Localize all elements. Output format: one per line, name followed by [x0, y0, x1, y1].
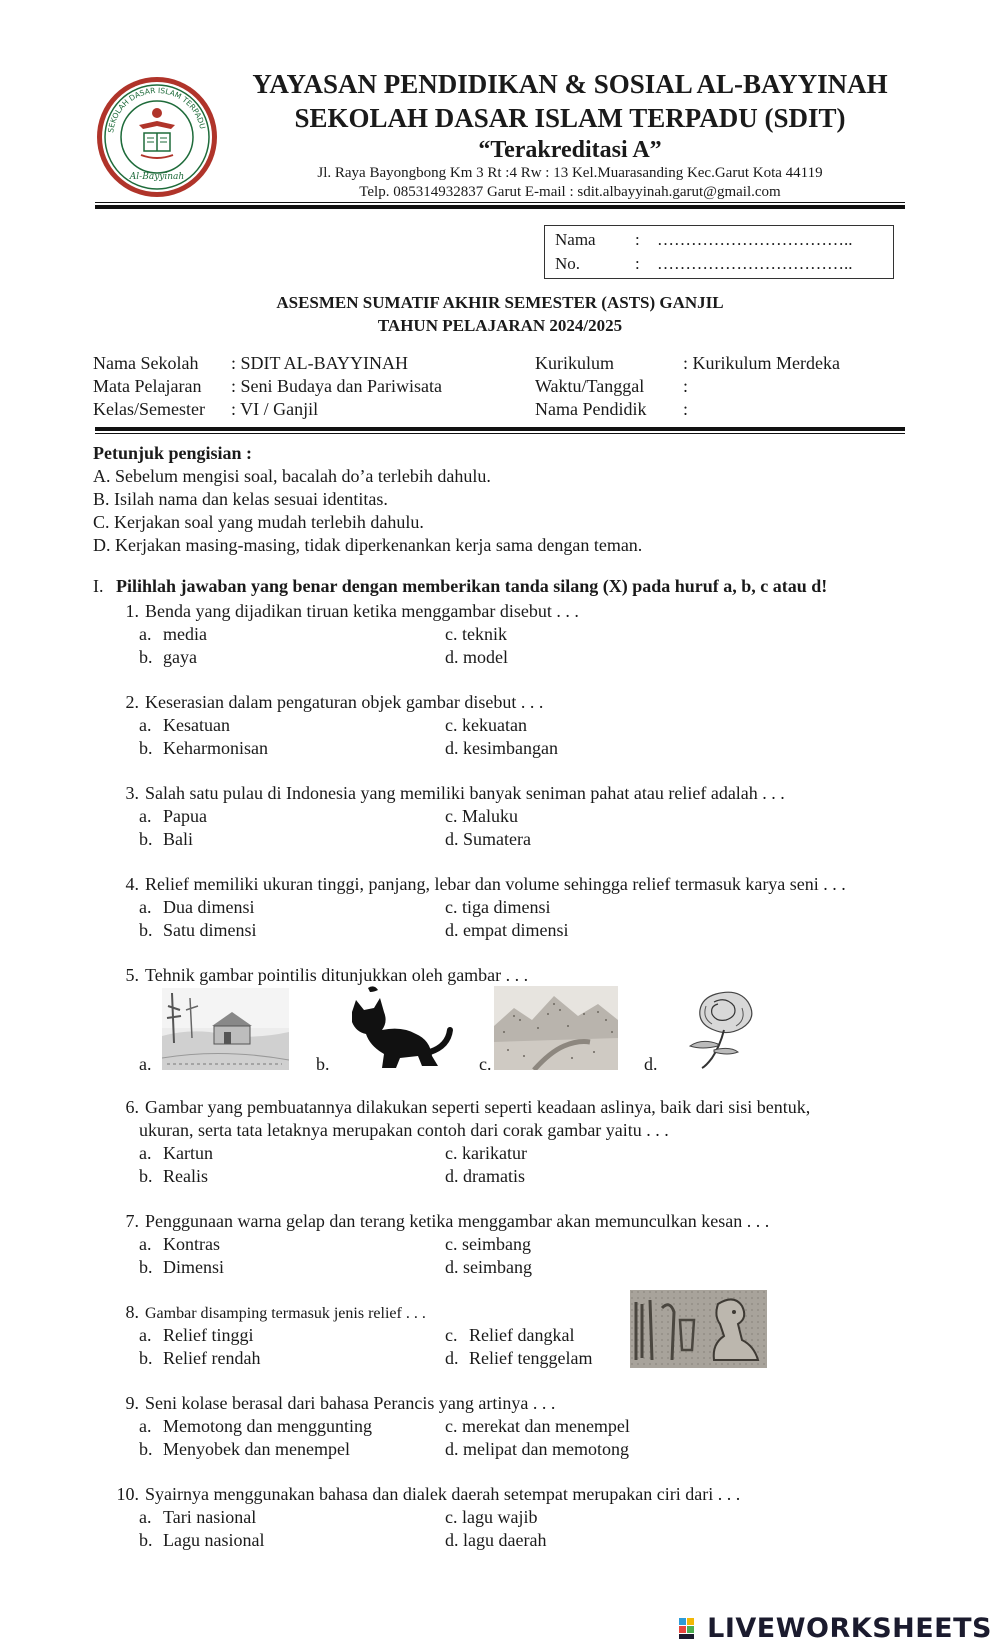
- question-6: [113, 1096, 810, 1119]
- name-blank[interactable]: ……………………………..: [657, 230, 853, 249]
- option-text: Lagu nasional: [163, 1530, 265, 1550]
- option-letter: d.: [445, 738, 459, 758]
- question-text: Syairnya menggunakan bahasa dan dialek daerah setempat merupakan ciri dari . . .: [145, 1484, 741, 1504]
- option-text: Realis: [163, 1166, 208, 1186]
- option-text: melipat dan memotong: [463, 1439, 629, 1459]
- option-text: tiga dimensi: [462, 897, 551, 917]
- option-a[interactable]: [139, 896, 255, 919]
- option-d[interactable]: [445, 646, 508, 669]
- option-a[interactable]: [139, 1415, 372, 1438]
- instruction-item: A. Sebelum mengisi soal, bacalah do’a terlebih dahulu.: [93, 466, 491, 486]
- option-letter: c.: [445, 1325, 458, 1345]
- option-text: Kartun: [163, 1143, 213, 1163]
- option-c[interactable]: c.: [479, 1054, 492, 1074]
- question-8: [113, 1301, 426, 1325]
- name-row: [555, 229, 853, 251]
- option-text: Relief dangkal: [469, 1325, 575, 1345]
- number-row: [555, 253, 853, 275]
- option-letter: c.: [445, 806, 458, 826]
- option-b[interactable]: [139, 646, 197, 669]
- info-value: : Seni Budaya dan Pariwisata: [231, 376, 442, 396]
- question-number: 5.: [125, 965, 139, 985]
- instructions-title: Petunjuk pengisian :: [93, 443, 253, 463]
- question-10: [113, 1483, 740, 1506]
- option-c[interactable]: [445, 805, 518, 828]
- info-key: Kurikulum: [535, 353, 614, 373]
- question-text: Penggunaan warna gelap dan terang ketika menggambar akan memunculkan kesan . . .: [145, 1211, 770, 1231]
- option-c[interactable]: [445, 896, 551, 919]
- question-2: [113, 691, 543, 714]
- option-b[interactable]: [139, 1438, 350, 1461]
- option-text: Satu dimensi: [163, 920, 257, 940]
- question-number: 6.: [125, 1097, 139, 1117]
- option-letter: a.: [139, 1507, 152, 1527]
- question-9: [113, 1392, 555, 1415]
- option-text: gaya: [163, 647, 197, 667]
- landscape-sketch-image[interactable]: [162, 988, 289, 1070]
- question-7: [113, 1210, 769, 1233]
- cat-silhouette-image[interactable]: [330, 982, 456, 1070]
- option-letter: a.: [139, 715, 152, 735]
- option-c[interactable]: [445, 1324, 574, 1347]
- info-right-2: [535, 398, 688, 421]
- info-key: Nama Sekolah: [93, 353, 199, 373]
- option-c[interactable]: [445, 623, 507, 646]
- option-letter: c.: [445, 624, 458, 644]
- option-letter: c.: [445, 897, 458, 917]
- info-value: :: [683, 399, 689, 419]
- option-letter: a.: [139, 1416, 152, 1436]
- option-c[interactable]: [445, 1233, 531, 1256]
- option-letter: b.: [139, 1348, 153, 1368]
- info-key: Waktu/Tanggal: [535, 376, 645, 396]
- option-text: Dimensi: [163, 1257, 224, 1277]
- option-a[interactable]: [139, 1233, 220, 1256]
- option-text: Papua: [163, 806, 207, 826]
- option-letter: b.: [139, 1166, 153, 1186]
- question-number: 3.: [125, 783, 139, 803]
- option-text: dramatis: [463, 1166, 525, 1186]
- option-text: lagu daerah: [463, 1530, 547, 1550]
- option-letter: c.: [445, 1507, 458, 1527]
- question-number: 9.: [125, 1393, 139, 1413]
- option-text: merekat dan menempel: [462, 1416, 630, 1436]
- option-a[interactable]: [139, 1324, 253, 1347]
- option-letter: d.: [445, 647, 459, 667]
- option-b[interactable]: [139, 1529, 264, 1552]
- name-label: Nama: [555, 230, 596, 249]
- question-number: 1.: [125, 601, 139, 621]
- question-text: Salah satu pulau di Indonesia yang memiliki banyak seniman pahat atau relief adalah . . .: [145, 783, 785, 803]
- option-a[interactable]: a.: [139, 1054, 152, 1074]
- option-text: Relief tinggi: [163, 1325, 254, 1345]
- exam-year: TAHUN PELAJARAN 2024/2025: [377, 316, 623, 335]
- rose-drawing-image[interactable]: [662, 984, 770, 1070]
- question-1: [113, 600, 579, 623]
- section-instruction: Pilihlah jawaban yang benar dengan memberikan tanda silang (X) pada huruf a, b, c atau d!: [116, 576, 828, 596]
- pointillism-mountains-image[interactable]: [494, 986, 618, 1070]
- option-text: media: [163, 624, 207, 644]
- option-b[interactable]: [139, 737, 268, 760]
- question-number: 4.: [125, 874, 139, 894]
- option-text: Kesatuan: [163, 715, 230, 735]
- instruction-item: C. Kerjakan soal yang mudah terlebih dahulu.: [93, 512, 424, 532]
- option-a[interactable]: [139, 714, 230, 737]
- watermark-text: LIVEWORKSHEETS: [707, 1613, 992, 1644]
- instruction-item: B. Isilah nama dan kelas sesuai identitas.: [93, 489, 388, 509]
- option-letter: a.: [139, 897, 152, 917]
- option-letter: d.: [445, 1348, 459, 1368]
- option-text: Kontras: [163, 1234, 220, 1254]
- liveworksheets-watermark[interactable]: [679, 1613, 992, 1644]
- question-text: Gambar disamping termasuk jenis relief . . .: [145, 1305, 426, 1322]
- option-letter: d.: [445, 1530, 459, 1550]
- question-text: Tehnik gambar pointilis ditunjukkan oleh gambar . . .: [145, 965, 529, 985]
- option-letter: b.: [139, 1439, 153, 1459]
- info-key: Kelas/Semester: [93, 399, 205, 419]
- info-value: : SDIT AL-BAYYINAH: [231, 353, 409, 373]
- section-number: I.: [93, 576, 104, 596]
- question-6-continuation: ukuran, serta tata letaknya merupakan contoh dari corak gambar yaitu . . .: [139, 1120, 669, 1140]
- logo-arc-text: SEKOLAH DASAR ISLAM TERPADU: [106, 85, 208, 134]
- option-text: model: [463, 647, 508, 667]
- info-right-1: [535, 375, 688, 398]
- option-text: Memotong dan menggunting: [163, 1416, 372, 1436]
- info-right-0: [535, 352, 840, 375]
- school-name: SEKOLAH DASAR ISLAM TERPADU (SDIT): [294, 103, 846, 133]
- header-rule-thin: [95, 202, 905, 203]
- option-d[interactable]: [445, 919, 568, 942]
- info-key: Mata Pelajaran: [93, 376, 202, 396]
- option-letter: c.: [445, 1416, 458, 1436]
- info-key: Nama Pendidik: [535, 399, 647, 419]
- option-text: Keharmonisan: [163, 738, 268, 758]
- option-letter: d.: [445, 920, 459, 940]
- question-number: 8.: [125, 1302, 139, 1322]
- option-text: Tari nasional: [163, 1507, 257, 1527]
- foundation-name: YAYASAN PENDIDIKAN & SOSIAL AL-BAYYINAH: [252, 69, 888, 99]
- liveworksheets-logo-icon: [679, 1616, 703, 1640]
- number-blank[interactable]: ……………………………..: [657, 254, 853, 273]
- info-left-1: [93, 375, 442, 398]
- option-c[interactable]: [445, 1415, 630, 1438]
- option-b[interactable]: b.: [316, 1054, 330, 1074]
- option-a[interactable]: [139, 805, 207, 828]
- question-5: [113, 964, 528, 987]
- student-id-box: [544, 225, 894, 279]
- option-d[interactable]: [445, 1438, 629, 1461]
- exam-title: ASESMEN SUMATIF AKHIR SEMESTER (ASTS) GANJIL: [276, 293, 724, 312]
- option-letter: a.: [139, 1234, 152, 1254]
- option-letter: b.: [139, 1257, 153, 1277]
- option-text: kekuatan: [462, 715, 527, 735]
- option-d[interactable]: [445, 1347, 592, 1370]
- option-text: seimbang: [463, 1257, 532, 1277]
- option-letter: c.: [445, 1143, 458, 1163]
- instruction-item: D. Kerjakan masing-masing, tidak diperkenankan kerja sama dengan teman.: [93, 535, 643, 555]
- school-address: Jl. Raya Bayongbong Km 3 Rt :4 Rw : 13 Kel.Muarasanding Kec.Garut Kota 44119: [317, 165, 823, 181]
- option-letter: a.: [139, 1143, 152, 1163]
- option-d[interactable]: [445, 828, 531, 851]
- school-contact: Telp. 085314932837 Garut E-mail : sdit.albayyinah.garut@gmail.com: [359, 184, 781, 200]
- question-text: Benda yang dijadikan tiruan ketika menggambar disebut . . .: [145, 601, 579, 621]
- number-colon: :: [635, 254, 640, 273]
- option-text: empat dimensi: [463, 920, 569, 940]
- question-3: [113, 782, 785, 805]
- option-d[interactable]: [445, 737, 558, 760]
- info-left-0: [93, 352, 408, 375]
- option-d[interactable]: [445, 1256, 532, 1279]
- option-text: lagu wajib: [462, 1507, 538, 1527]
- option-text: Sumatera: [463, 829, 531, 849]
- option-a[interactable]: [139, 1506, 256, 1529]
- option-letter: d.: [445, 829, 459, 849]
- option-d[interactable]: [445, 1529, 546, 1552]
- school-logo: [95, 75, 219, 199]
- question-4: [113, 873, 846, 896]
- option-letter: a.: [139, 624, 152, 644]
- option-letter: b.: [139, 829, 153, 849]
- option-c[interactable]: [445, 1142, 527, 1165]
- question-number: 10.: [116, 1484, 139, 1504]
- logo-script-text: Al-Bayyinah: [129, 172, 185, 182]
- option-c[interactable]: [445, 714, 527, 737]
- option-letter: a.: [139, 1325, 152, 1345]
- question-text: Keserasian dalam pengaturan objek gambar disebut . . .: [145, 692, 544, 712]
- option-letter: c.: [445, 1234, 458, 1254]
- option-text: seimbang: [462, 1234, 531, 1254]
- option-text: karikatur: [462, 1143, 527, 1163]
- sunken-relief-image[interactable]: [630, 1290, 767, 1368]
- accreditation: “Terakreditasi A”: [478, 137, 662, 163]
- option-letter: d.: [445, 1439, 459, 1459]
- option-text: Menyobek dan menempel: [163, 1439, 350, 1459]
- option-d[interactable]: d.: [644, 1054, 658, 1074]
- option-text: Bali: [163, 829, 193, 849]
- option-letter: a.: [139, 806, 152, 826]
- option-b[interactable]: [139, 1165, 208, 1188]
- info-left-2: [93, 398, 318, 421]
- option-b[interactable]: [139, 1347, 260, 1370]
- option-a[interactable]: [139, 623, 207, 646]
- question-number: 7.: [125, 1211, 139, 1231]
- section-heading: [93, 575, 827, 598]
- option-letter: d.: [445, 1257, 459, 1277]
- option-letter: d.: [445, 1166, 459, 1186]
- option-b[interactable]: [139, 828, 193, 851]
- option-letter: b.: [139, 1530, 153, 1550]
- option-letter: c.: [445, 715, 458, 735]
- question-text: Seni kolase berasal dari bahasa Perancis yang artinya . . .: [145, 1393, 556, 1413]
- question-text: Gambar yang pembuatannya dilakukan seperti seperti keadaan aslinya, baik dari sisi bentuk,: [145, 1097, 811, 1117]
- option-letter: b.: [139, 920, 153, 940]
- info-rule-thin: [95, 433, 905, 434]
- option-text: Relief rendah: [163, 1348, 261, 1368]
- option-a[interactable]: [139, 1142, 213, 1165]
- option-text: Maluku: [462, 806, 518, 826]
- option-text: Dua dimensi: [163, 897, 255, 917]
- info-rule-thick: [95, 427, 905, 431]
- question-number: 2.: [125, 692, 139, 712]
- info-value: :: [683, 376, 689, 396]
- option-text: teknik: [462, 624, 507, 644]
- question-text: Relief memiliki ukuran tinggi, panjang, lebar dan volume sehingga relief termasuk karya seni . . .: [145, 874, 846, 894]
- option-letter: b.: [139, 647, 153, 667]
- option-letter: b.: [139, 738, 153, 758]
- number-label: No.: [555, 254, 581, 273]
- option-d[interactable]: [445, 1165, 525, 1188]
- option-c[interactable]: [445, 1506, 537, 1529]
- name-colon: :: [635, 230, 640, 249]
- header-rule-thick: [95, 205, 905, 209]
- option-text: kesimbangan: [463, 738, 558, 758]
- option-b[interactable]: [139, 919, 257, 942]
- option-text: Relief tenggelam: [469, 1348, 593, 1368]
- option-b[interactable]: [139, 1256, 224, 1279]
- info-value: : VI / Ganjil: [231, 399, 319, 419]
- info-value: : Kurikulum Merdeka: [683, 353, 840, 373]
